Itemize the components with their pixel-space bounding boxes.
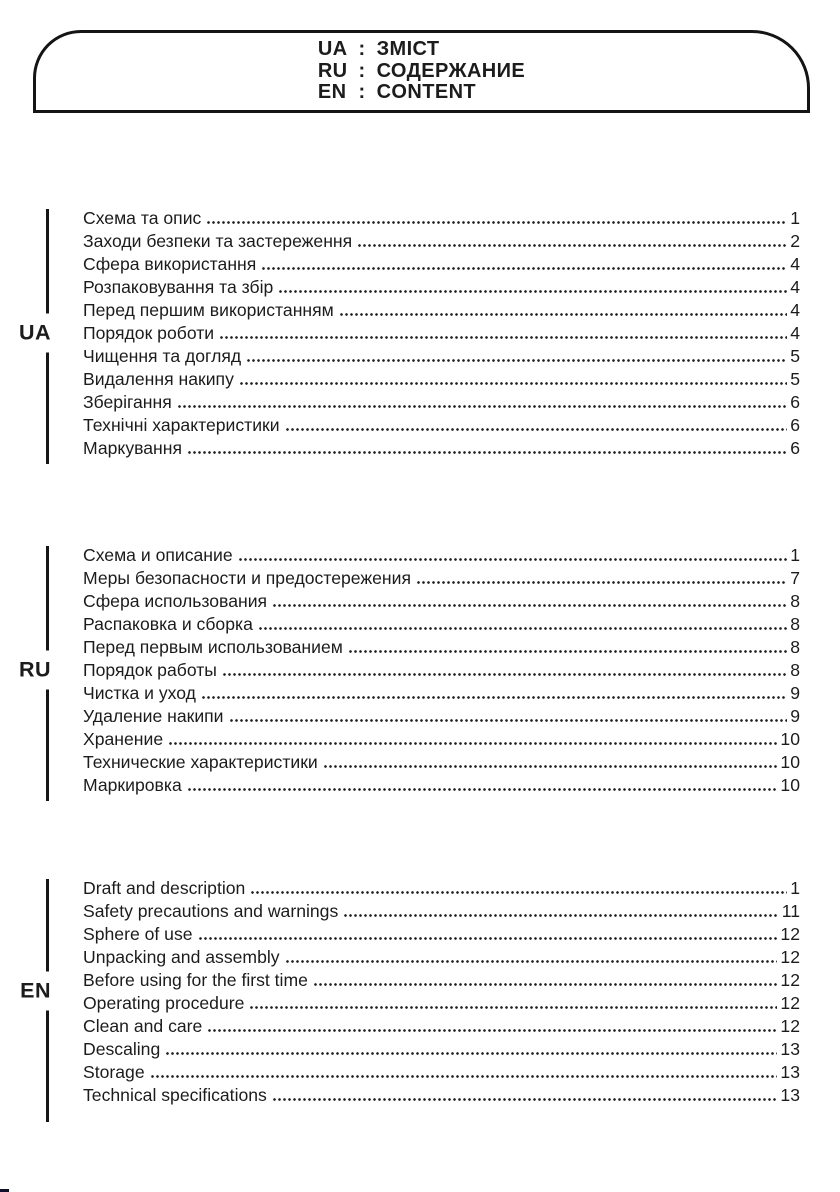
dot-leader (238, 557, 788, 562)
dot-leader (261, 266, 787, 271)
toc-item-title: Draft and description (83, 878, 246, 898)
toc-item-page: 8 (790, 614, 800, 634)
toc-item-title: Порядок роботи (83, 323, 215, 343)
toc-item-page: 8 (790, 660, 800, 680)
toc-item-title: Хранение (83, 729, 164, 749)
toc-section-en (0, 876, 840, 1106)
toc-row (83, 876, 800, 899)
toc-item-title: Схема и описание (83, 545, 233, 565)
dot-leader (348, 649, 787, 654)
toc-item-title: Перед первым использованием (83, 637, 343, 657)
dot-leader (278, 289, 787, 294)
dot-leader (165, 1051, 777, 1056)
section-gutter (0, 206, 83, 459)
toc-item-page: 4 (790, 277, 800, 297)
toc-item-page: 6 (790, 438, 800, 458)
toc-row (83, 1037, 800, 1060)
toc-item-page: 8 (790, 637, 800, 657)
dot-leader (285, 959, 778, 964)
toc-item-title: Зберігання (83, 392, 172, 412)
dot-leader (272, 603, 787, 608)
dot-leader (323, 764, 778, 769)
toc-item-page: 9 (790, 706, 800, 726)
toc-row (83, 750, 800, 773)
colon-separator: : (358, 38, 366, 61)
toc-list (83, 206, 800, 459)
toc-row (83, 612, 800, 635)
dot-leader (246, 358, 787, 363)
dot-leader (168, 741, 777, 746)
dot-leader (201, 695, 787, 700)
toc-row (83, 229, 800, 252)
toc-row (83, 635, 800, 658)
toc-item-title: Схема та опис (83, 208, 202, 228)
toc-item-page: 5 (790, 346, 800, 366)
toc-item-title: Маркировка (83, 775, 182, 795)
toc-item-title: Descaling (83, 1039, 161, 1059)
toc-item-title: Технические характеристики (83, 752, 318, 772)
toc-item-page: 12 (780, 924, 800, 944)
toc-row (83, 773, 800, 796)
lang-code-ua: UA (317, 38, 348, 61)
dot-leader (249, 1005, 777, 1010)
toc-item-title: Распаковка и сборка (83, 614, 253, 634)
toc-item-title: Видалення накипу (83, 369, 234, 389)
content-title-ua: ЗМІСТ (376, 38, 440, 61)
toc-item-title: Safety precautions and warnings (83, 901, 339, 921)
toc-row (83, 206, 800, 229)
toc-sections (0, 206, 840, 1106)
dot-leader (207, 1028, 777, 1033)
toc-row (83, 275, 800, 298)
toc-item-page: 1 (790, 878, 800, 898)
toc-item-page: 7 (790, 568, 800, 588)
toc-item-page: 13 (780, 1062, 800, 1082)
toc-item-page: 12 (780, 970, 800, 990)
toc-item-page: 11 (781, 901, 800, 921)
toc-item-page: 6 (790, 392, 800, 412)
toc-item-title: Чищення та догляд (83, 346, 242, 366)
toc-row (83, 922, 800, 945)
toc-item-title: Чистка и уход (83, 683, 196, 703)
section-gutter (0, 543, 83, 796)
toc-item-title: Порядок работы (83, 660, 217, 680)
toc-item-title: Технічні характеристики (83, 415, 280, 435)
dot-leader (198, 936, 778, 941)
dot-leader (206, 220, 787, 225)
toc-item-title: Заходи безпеки та застереження (83, 231, 353, 251)
dot-leader (250, 890, 787, 895)
lang-code-ru: RU (317, 59, 348, 82)
dot-leader (187, 450, 787, 455)
toc-item-page: 1 (790, 208, 800, 228)
toc-item-title: Sphere of use (83, 924, 193, 944)
toc-item-page: 4 (790, 300, 800, 320)
toc-row (83, 367, 800, 390)
toc-item-page: 12 (780, 947, 800, 967)
dot-leader (258, 626, 787, 631)
toc-item-title: Перед першим використанням (83, 300, 334, 320)
toc-item-title: Technical specifications (83, 1085, 267, 1105)
toc-item-page: 6 (790, 415, 800, 435)
toc-row (83, 1083, 800, 1106)
dot-leader (285, 427, 788, 432)
dot-leader (187, 787, 778, 792)
toc-item-page: 10 (780, 729, 800, 749)
toc-item-title: Operating procedure (83, 993, 245, 1013)
toc-item-page: 10 (780, 752, 800, 772)
dot-leader (339, 312, 787, 317)
dot-leader (313, 982, 778, 987)
colon-separator: : (358, 81, 366, 104)
toc-item-title: Storage (83, 1062, 145, 1082)
toc-section-ua (0, 206, 840, 459)
dot-leader (357, 243, 787, 248)
content-title-ru: СОДЕРЖАНИЕ (376, 59, 526, 82)
toc-row (83, 991, 800, 1014)
toc-item-page: 4 (790, 323, 800, 343)
toc-row (83, 589, 800, 612)
dot-leader (239, 381, 787, 386)
toc-item-title: Before using for the first time (83, 970, 308, 990)
toc-row (83, 390, 800, 413)
toc-item-page: 12 (780, 1016, 800, 1036)
toc-item-page: 8 (790, 591, 800, 611)
toc-item-page: 10 (780, 775, 800, 795)
toc-item-page: 9 (790, 683, 800, 703)
toc-row (83, 704, 800, 727)
toc-row (83, 543, 800, 566)
toc-row (83, 899, 800, 922)
toc-item-title: Unpacking and assembly (83, 947, 280, 967)
toc-section-ru (0, 543, 840, 796)
toc-item-page: 4 (790, 254, 800, 274)
dot-leader (150, 1074, 778, 1079)
toc-item-title: Розпаковування та збір (83, 277, 274, 297)
toc-item-page: 13 (780, 1039, 800, 1059)
toc-row (83, 413, 800, 436)
colon-separator: : (358, 59, 366, 82)
toc-row (83, 681, 800, 704)
content-header-box (33, 30, 810, 113)
toc-item-page: 2 (790, 231, 800, 251)
toc-row (83, 298, 800, 321)
dot-leader (222, 672, 787, 677)
toc-row (83, 945, 800, 968)
toc-item-title: Clean and care (83, 1016, 203, 1036)
toc-row (83, 658, 800, 681)
toc-item-title: Удаление накипи (83, 706, 224, 726)
dot-leader (177, 404, 787, 409)
toc-item-title: Сфера використання (83, 254, 257, 274)
section-gutter (0, 876, 83, 1106)
toc-row (83, 968, 800, 991)
toc-row (83, 436, 800, 459)
toc-row (83, 1060, 800, 1083)
toc-item-page: 1 (790, 545, 800, 565)
dot-leader (219, 335, 787, 340)
content-title-en: CONTENT (376, 81, 477, 104)
toc-item-title: Маркування (83, 438, 183, 458)
toc-item-page: 12 (780, 993, 800, 1013)
content-header (318, 39, 525, 104)
toc-list (83, 543, 800, 796)
language-label: UA (0, 313, 51, 352)
toc-item-title: Сфера использования (83, 591, 268, 611)
dot-leader (272, 1097, 778, 1102)
dot-leader (229, 718, 788, 723)
toc-list (83, 876, 800, 1106)
toc-item-title: Меры безопасности и предостережения (83, 568, 411, 588)
toc-row (83, 566, 800, 589)
toc-item-page: 13 (780, 1085, 800, 1105)
toc-item-page: 5 (790, 369, 800, 389)
toc-row (83, 1014, 800, 1037)
language-label: RU (0, 650, 51, 689)
toc-row (83, 321, 800, 344)
language-label: EN (0, 972, 51, 1011)
toc-row (83, 252, 800, 275)
toc-row (83, 344, 800, 367)
dot-leader (343, 913, 778, 918)
lang-code-en: EN (317, 81, 347, 104)
dot-leader (416, 580, 787, 585)
toc-row (83, 727, 800, 750)
